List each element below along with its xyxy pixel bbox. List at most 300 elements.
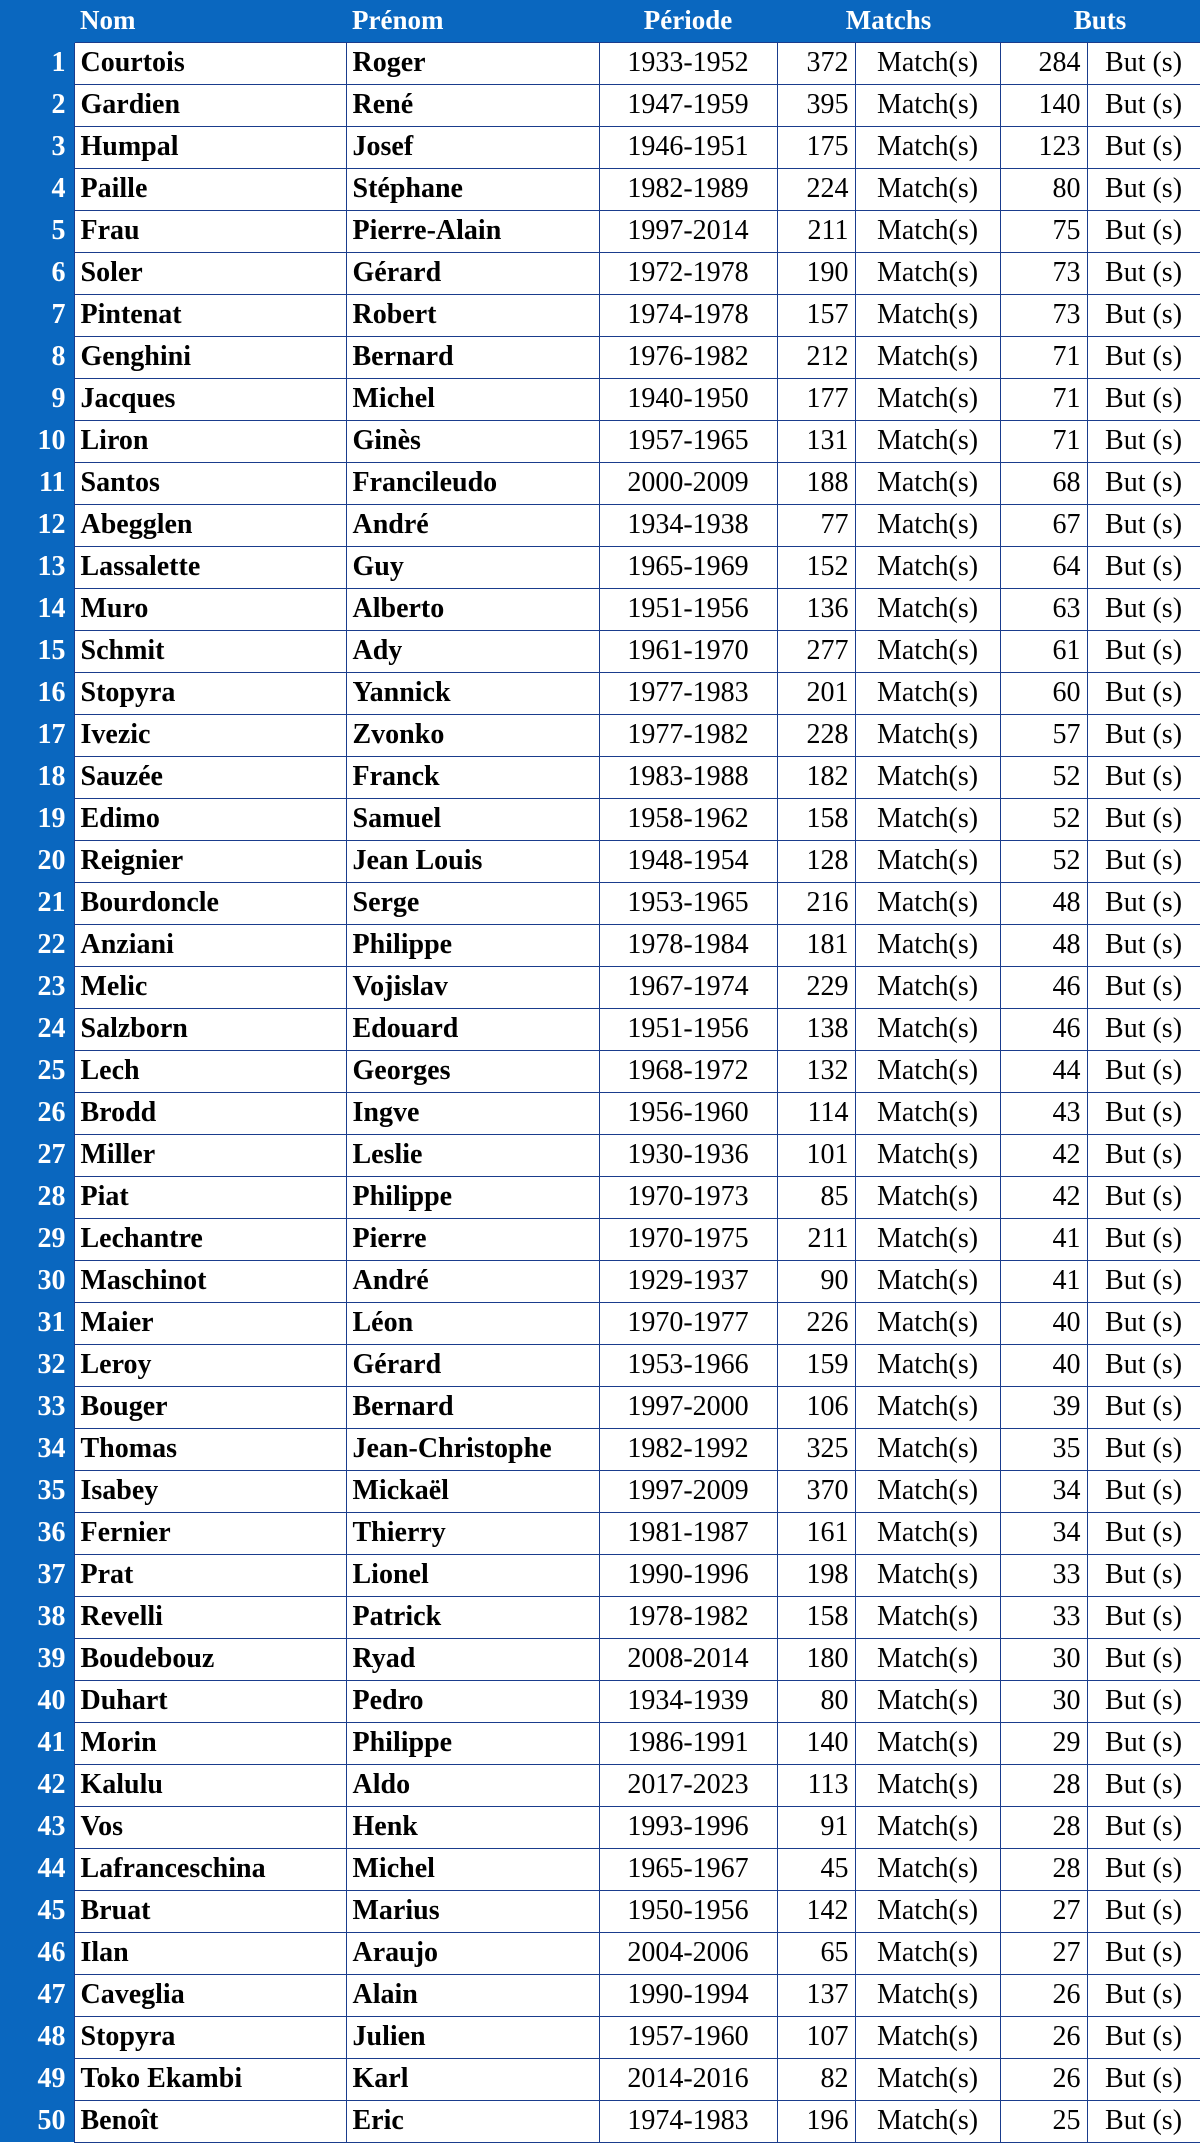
matchs-cell: 136 xyxy=(777,588,855,630)
buts-cell: 52 xyxy=(1000,798,1087,840)
nom-cell: Ilan xyxy=(74,1932,346,1974)
prenom-cell: Lionel xyxy=(346,1554,599,1596)
matchs-label-cell: Match(s) xyxy=(855,714,1000,756)
rank-cell: 26 xyxy=(0,1092,74,1134)
buts-cell: 40 xyxy=(1000,1344,1087,1386)
matchs-cell: 196 xyxy=(777,2100,855,2142)
periode-cell: 2014-2016 xyxy=(599,2058,777,2100)
matchs-cell: 106 xyxy=(777,1386,855,1428)
prenom-cell: Samuel xyxy=(346,798,599,840)
buts-label-cell: But (s) xyxy=(1087,2058,1200,2100)
nom-cell: Courtois xyxy=(74,42,346,84)
prenom-cell: Robert xyxy=(346,294,599,336)
rank-cell: 3 xyxy=(0,126,74,168)
nom-cell: Paille xyxy=(74,168,346,210)
buts-cell: 123 xyxy=(1000,126,1087,168)
rank-cell: 13 xyxy=(0,546,74,588)
header-matchs: Matchs xyxy=(777,0,1000,42)
periode-cell: 2008-2014 xyxy=(599,1638,777,1680)
buts-cell: 75 xyxy=(1000,210,1087,252)
periode-cell: 1951-1956 xyxy=(599,588,777,630)
table-row xyxy=(0,1302,1200,1344)
table-row xyxy=(0,630,1200,672)
matchs-label-cell: Match(s) xyxy=(855,1302,1000,1344)
buts-label-cell: But (s) xyxy=(1087,1848,1200,1890)
prenom-cell: Philippe xyxy=(346,1176,599,1218)
buts-label-cell: But (s) xyxy=(1087,84,1200,126)
nom-cell: Reignier xyxy=(74,840,346,882)
rank-cell: 44 xyxy=(0,1848,74,1890)
matchs-cell: 181 xyxy=(777,924,855,966)
periode-cell: 1929-1937 xyxy=(599,1260,777,1302)
table-row xyxy=(0,1680,1200,1722)
table-row xyxy=(0,1386,1200,1428)
nom-cell: Duhart xyxy=(74,1680,346,1722)
nom-cell: Thomas xyxy=(74,1428,346,1470)
nom-cell: Frau xyxy=(74,210,346,252)
nom-cell: Miller xyxy=(74,1134,346,1176)
rank-cell: 49 xyxy=(0,2058,74,2100)
table-row xyxy=(0,2100,1200,2142)
buts-label-cell: But (s) xyxy=(1087,1218,1200,1260)
prenom-cell: Pierre-Alain xyxy=(346,210,599,252)
rank-cell: 7 xyxy=(0,294,74,336)
table-row xyxy=(0,378,1200,420)
prenom-cell: Alain xyxy=(346,1974,599,2016)
matchs-cell: 212 xyxy=(777,336,855,378)
table-row xyxy=(0,1092,1200,1134)
prenom-cell: Yannick xyxy=(346,672,599,714)
matchs-label-cell: Match(s) xyxy=(855,2100,1000,2142)
nom-cell: Edimo xyxy=(74,798,346,840)
matchs-label-cell: Match(s) xyxy=(855,1218,1000,1260)
nom-cell: Schmit xyxy=(74,630,346,672)
buts-label-cell: But (s) xyxy=(1087,462,1200,504)
nom-cell: Piat xyxy=(74,1176,346,1218)
buts-label-cell: But (s) xyxy=(1087,714,1200,756)
buts-cell: 28 xyxy=(1000,1764,1087,1806)
matchs-cell: 159 xyxy=(777,1344,855,1386)
nom-cell: Sauzée xyxy=(74,756,346,798)
matchs-label-cell: Match(s) xyxy=(855,798,1000,840)
matchs-label-cell: Match(s) xyxy=(855,1764,1000,1806)
nom-cell: Bourdoncle xyxy=(74,882,346,924)
matchs-label-cell: Match(s) xyxy=(855,1260,1000,1302)
table-row xyxy=(0,1344,1200,1386)
buts-label-cell: But (s) xyxy=(1087,1134,1200,1176)
rank-cell: 11 xyxy=(0,462,74,504)
periode-cell: 1947-1959 xyxy=(599,84,777,126)
nom-cell: Santos xyxy=(74,462,346,504)
buts-cell: 63 xyxy=(1000,588,1087,630)
prenom-cell: Philippe xyxy=(346,1722,599,1764)
buts-label-cell: But (s) xyxy=(1087,672,1200,714)
nom-cell: Vos xyxy=(74,1806,346,1848)
table-row xyxy=(0,588,1200,630)
periode-cell: 2004-2006 xyxy=(599,1932,777,1974)
prenom-cell: Zvonko xyxy=(346,714,599,756)
matchs-label-cell: Match(s) xyxy=(855,504,1000,546)
matchs-cell: 65 xyxy=(777,1932,855,1974)
matchs-cell: 177 xyxy=(777,378,855,420)
nom-cell: Morin xyxy=(74,1722,346,1764)
matchs-cell: 201 xyxy=(777,672,855,714)
matchs-cell: 180 xyxy=(777,1638,855,1680)
table-row xyxy=(0,210,1200,252)
matchs-label-cell: Match(s) xyxy=(855,1386,1000,1428)
buts-cell: 41 xyxy=(1000,1260,1087,1302)
rank-cell: 42 xyxy=(0,1764,74,1806)
prenom-cell: Josef xyxy=(346,126,599,168)
prenom-cell: Thierry xyxy=(346,1512,599,1554)
buts-cell: 71 xyxy=(1000,336,1087,378)
table-row xyxy=(0,546,1200,588)
matchs-label-cell: Match(s) xyxy=(855,1974,1000,2016)
matchs-cell: 229 xyxy=(777,966,855,1008)
nom-cell: Bouger xyxy=(74,1386,346,1428)
prenom-cell: Patrick xyxy=(346,1596,599,1638)
rank-cell: 31 xyxy=(0,1302,74,1344)
buts-label-cell: But (s) xyxy=(1087,882,1200,924)
periode-cell: 1930-1936 xyxy=(599,1134,777,1176)
matchs-cell: 107 xyxy=(777,2016,855,2058)
prenom-cell: Jean-Christophe xyxy=(346,1428,599,1470)
matchs-label-cell: Match(s) xyxy=(855,294,1000,336)
buts-label-cell: But (s) xyxy=(1087,1302,1200,1344)
buts-label-cell: But (s) xyxy=(1087,756,1200,798)
table-row xyxy=(0,966,1200,1008)
buts-cell: 26 xyxy=(1000,1974,1087,2016)
rank-cell: 18 xyxy=(0,756,74,798)
periode-cell: 1956-1960 xyxy=(599,1092,777,1134)
matchs-label-cell: Match(s) xyxy=(855,1806,1000,1848)
table-row xyxy=(0,294,1200,336)
nom-cell: Caveglia xyxy=(74,1974,346,2016)
periode-cell: 1982-1992 xyxy=(599,1428,777,1470)
periode-cell: 1950-1956 xyxy=(599,1890,777,1932)
matchs-cell: 157 xyxy=(777,294,855,336)
table-row xyxy=(0,840,1200,882)
buts-label-cell: But (s) xyxy=(1087,168,1200,210)
buts-cell: 30 xyxy=(1000,1638,1087,1680)
periode-cell: 2000-2009 xyxy=(599,462,777,504)
rank-cell: 20 xyxy=(0,840,74,882)
buts-label-cell: But (s) xyxy=(1087,294,1200,336)
matchs-label-cell: Match(s) xyxy=(855,1134,1000,1176)
matchs-cell: 142 xyxy=(777,1890,855,1932)
table-row xyxy=(0,1008,1200,1050)
table-row xyxy=(0,2058,1200,2100)
matchs-cell: 158 xyxy=(777,798,855,840)
table-row xyxy=(0,1974,1200,2016)
matchs-label-cell: Match(s) xyxy=(855,1428,1000,1470)
matchs-label-cell: Match(s) xyxy=(855,1596,1000,1638)
matchs-cell: 82 xyxy=(777,2058,855,2100)
prenom-cell: Georges xyxy=(346,1050,599,1092)
prenom-cell: André xyxy=(346,504,599,546)
matchs-cell: 211 xyxy=(777,210,855,252)
periode-cell: 1961-1970 xyxy=(599,630,777,672)
rank-cell: 34 xyxy=(0,1428,74,1470)
buts-label-cell: But (s) xyxy=(1087,588,1200,630)
matchs-label-cell: Match(s) xyxy=(855,2058,1000,2100)
buts-label-cell: But (s) xyxy=(1087,1050,1200,1092)
buts-label-cell: But (s) xyxy=(1087,504,1200,546)
matchs-label-cell: Match(s) xyxy=(855,420,1000,462)
nom-cell: Leroy xyxy=(74,1344,346,1386)
rank-cell: 40 xyxy=(0,1680,74,1722)
table-row xyxy=(0,1596,1200,1638)
table-row xyxy=(0,462,1200,504)
buts-label-cell: But (s) xyxy=(1087,1890,1200,1932)
buts-label-cell: But (s) xyxy=(1087,1176,1200,1218)
prenom-cell: Ady xyxy=(346,630,599,672)
buts-label-cell: But (s) xyxy=(1087,1008,1200,1050)
rank-cell: 36 xyxy=(0,1512,74,1554)
periode-cell: 1970-1977 xyxy=(599,1302,777,1344)
buts-cell: 64 xyxy=(1000,546,1087,588)
nom-cell: Muro xyxy=(74,588,346,630)
nom-cell: Liron xyxy=(74,420,346,462)
matchs-label-cell: Match(s) xyxy=(855,924,1000,966)
rank-cell: 29 xyxy=(0,1218,74,1260)
buts-label-cell: But (s) xyxy=(1087,2100,1200,2142)
prenom-cell: Alberto xyxy=(346,588,599,630)
matchs-cell: 114 xyxy=(777,1092,855,1134)
buts-cell: 40 xyxy=(1000,1302,1087,1344)
matchs-label-cell: Match(s) xyxy=(855,252,1000,294)
prenom-cell: Leslie xyxy=(346,1134,599,1176)
prenom-cell: Bernard xyxy=(346,1386,599,1428)
nom-cell: Toko Ekambi xyxy=(74,2058,346,2100)
matchs-label-cell: Match(s) xyxy=(855,1848,1000,1890)
table-row xyxy=(0,1890,1200,1932)
nom-cell: Lassalette xyxy=(74,546,346,588)
matchs-cell: 152 xyxy=(777,546,855,588)
table-row xyxy=(0,1260,1200,1302)
buts-label-cell: But (s) xyxy=(1087,546,1200,588)
buts-label-cell: But (s) xyxy=(1087,1428,1200,1470)
nom-cell: Anziani xyxy=(74,924,346,966)
matchs-cell: 91 xyxy=(777,1806,855,1848)
table-row xyxy=(0,1134,1200,1176)
prenom-cell: Ryad xyxy=(346,1638,599,1680)
buts-cell: 67 xyxy=(1000,504,1087,546)
buts-label-cell: But (s) xyxy=(1087,210,1200,252)
periode-cell: 1958-1962 xyxy=(599,798,777,840)
table-row xyxy=(0,42,1200,84)
matchs-cell: 277 xyxy=(777,630,855,672)
table-row xyxy=(0,924,1200,966)
nom-cell: Boudebouz xyxy=(74,1638,346,1680)
periode-cell: 1993-1996 xyxy=(599,1806,777,1848)
nom-cell: Bruat xyxy=(74,1890,346,1932)
prenom-cell: Stéphane xyxy=(346,168,599,210)
prenom-cell: Ingve xyxy=(346,1092,599,1134)
buts-label-cell: But (s) xyxy=(1087,798,1200,840)
buts-cell: 140 xyxy=(1000,84,1087,126)
periode-cell: 1986-1991 xyxy=(599,1722,777,1764)
matchs-label-cell: Match(s) xyxy=(855,1008,1000,1050)
matchs-label-cell: Match(s) xyxy=(855,1890,1000,1932)
matchs-cell: 140 xyxy=(777,1722,855,1764)
matchs-cell: 188 xyxy=(777,462,855,504)
buts-cell: 284 xyxy=(1000,42,1087,84)
table-row xyxy=(0,336,1200,378)
periode-cell: 1997-2014 xyxy=(599,210,777,252)
matchs-cell: 370 xyxy=(777,1470,855,1512)
prenom-cell: Serge xyxy=(346,882,599,924)
matchs-cell: 182 xyxy=(777,756,855,798)
periode-cell: 1970-1975 xyxy=(599,1218,777,1260)
buts-cell: 46 xyxy=(1000,966,1087,1008)
nom-cell: Pintenat xyxy=(74,294,346,336)
header-buts: Buts xyxy=(1000,0,1200,42)
rank-cell: 6 xyxy=(0,252,74,294)
buts-label-cell: But (s) xyxy=(1087,1806,1200,1848)
buts-cell: 61 xyxy=(1000,630,1087,672)
nom-cell: Revelli xyxy=(74,1596,346,1638)
rank-cell: 45 xyxy=(0,1890,74,1932)
buts-cell: 25 xyxy=(1000,2100,1087,2142)
buts-label-cell: But (s) xyxy=(1087,336,1200,378)
matchs-cell: 77 xyxy=(777,504,855,546)
matchs-cell: 198 xyxy=(777,1554,855,1596)
periode-cell: 1970-1973 xyxy=(599,1176,777,1218)
matchs-cell: 128 xyxy=(777,840,855,882)
periode-cell: 1965-1969 xyxy=(599,546,777,588)
prenom-cell: Henk xyxy=(346,1806,599,1848)
table-row xyxy=(0,2016,1200,2058)
nom-cell: Gardien xyxy=(74,84,346,126)
periode-cell: 1990-1994 xyxy=(599,1974,777,2016)
nom-cell: Brodd xyxy=(74,1092,346,1134)
buts-cell: 71 xyxy=(1000,378,1087,420)
matchs-cell: 138 xyxy=(777,1008,855,1050)
nom-cell: Maier xyxy=(74,1302,346,1344)
periode-cell: 1933-1952 xyxy=(599,42,777,84)
buts-label-cell: But (s) xyxy=(1087,1680,1200,1722)
matchs-cell: 80 xyxy=(777,1680,855,1722)
prenom-cell: Roger xyxy=(346,42,599,84)
rank-cell: 25 xyxy=(0,1050,74,1092)
rank-cell: 24 xyxy=(0,1008,74,1050)
rank-cell: 35 xyxy=(0,1470,74,1512)
prenom-cell: Philippe xyxy=(346,924,599,966)
matchs-cell: 175 xyxy=(777,126,855,168)
rank-cell: 15 xyxy=(0,630,74,672)
buts-cell: 27 xyxy=(1000,1890,1087,1932)
matchs-cell: 224 xyxy=(777,168,855,210)
buts-label-cell: But (s) xyxy=(1087,1386,1200,1428)
buts-cell: 28 xyxy=(1000,1806,1087,1848)
nom-cell: Stopyra xyxy=(74,2016,346,2058)
rank-cell: 12 xyxy=(0,504,74,546)
matchs-label-cell: Match(s) xyxy=(855,378,1000,420)
buts-label-cell: But (s) xyxy=(1087,1092,1200,1134)
rank-cell: 10 xyxy=(0,420,74,462)
rank-cell: 5 xyxy=(0,210,74,252)
rank-cell: 2 xyxy=(0,84,74,126)
buts-cell: 33 xyxy=(1000,1596,1087,1638)
prenom-cell: Araujo xyxy=(346,1932,599,1974)
buts-cell: 30 xyxy=(1000,1680,1087,1722)
nom-cell: Ivezic xyxy=(74,714,346,756)
matchs-label-cell: Match(s) xyxy=(855,210,1000,252)
matchs-label-cell: Match(s) xyxy=(855,840,1000,882)
rank-cell: 32 xyxy=(0,1344,74,1386)
matchs-label-cell: Match(s) xyxy=(855,42,1000,84)
buts-label-cell: But (s) xyxy=(1087,1764,1200,1806)
buts-cell: 27 xyxy=(1000,1932,1087,1974)
prenom-cell: Julien xyxy=(346,2016,599,2058)
prenom-cell: Gérard xyxy=(346,252,599,294)
matchs-label-cell: Match(s) xyxy=(855,84,1000,126)
table-row xyxy=(0,1176,1200,1218)
matchs-label-cell: Match(s) xyxy=(855,168,1000,210)
rank-cell: 37 xyxy=(0,1554,74,1596)
table-row xyxy=(0,1428,1200,1470)
periode-cell: 1953-1965 xyxy=(599,882,777,924)
nom-cell: Prat xyxy=(74,1554,346,1596)
nom-cell: Kalulu xyxy=(74,1764,346,1806)
matchs-cell: 137 xyxy=(777,1974,855,2016)
rank-cell: 19 xyxy=(0,798,74,840)
buts-label-cell: But (s) xyxy=(1087,1260,1200,1302)
nom-cell: Genghini xyxy=(74,336,346,378)
prenom-cell: Franck xyxy=(346,756,599,798)
periode-cell: 1990-1996 xyxy=(599,1554,777,1596)
matchs-cell: 131 xyxy=(777,420,855,462)
matchs-cell: 90 xyxy=(777,1260,855,1302)
table-header xyxy=(0,0,1200,42)
matchs-label-cell: Match(s) xyxy=(855,336,1000,378)
matchs-label-cell: Match(s) xyxy=(855,1932,1000,1974)
nom-cell: Maschinot xyxy=(74,1260,346,1302)
rank-cell: 39 xyxy=(0,1638,74,1680)
table-row xyxy=(0,252,1200,294)
buts-cell: 26 xyxy=(1000,2058,1087,2100)
prenom-cell: Aldo xyxy=(346,1764,599,1806)
rank-cell: 21 xyxy=(0,882,74,924)
matchs-cell: 216 xyxy=(777,882,855,924)
table-row xyxy=(0,1722,1200,1764)
matchs-cell: 325 xyxy=(777,1428,855,1470)
buts-cell: 73 xyxy=(1000,252,1087,294)
buts-label-cell: But (s) xyxy=(1087,966,1200,1008)
buts-label-cell: But (s) xyxy=(1087,42,1200,84)
table-body xyxy=(0,42,1200,2142)
prenom-cell: Karl xyxy=(346,2058,599,2100)
nom-cell: Melic xyxy=(74,966,346,1008)
periode-cell: 1948-1954 xyxy=(599,840,777,882)
matchs-label-cell: Match(s) xyxy=(855,882,1000,924)
matchs-label-cell: Match(s) xyxy=(855,2016,1000,2058)
header-periode: Période xyxy=(599,0,777,42)
prenom-cell: Eric xyxy=(346,2100,599,2142)
matchs-cell: 395 xyxy=(777,84,855,126)
rank-cell: 17 xyxy=(0,714,74,756)
table-row xyxy=(0,714,1200,756)
buts-label-cell: But (s) xyxy=(1087,1470,1200,1512)
buts-cell: 26 xyxy=(1000,2016,1087,2058)
periode-cell: 1983-1988 xyxy=(599,756,777,798)
buts-label-cell: But (s) xyxy=(1087,1554,1200,1596)
buts-cell: 73 xyxy=(1000,294,1087,336)
nom-cell: Isabey xyxy=(74,1470,346,1512)
buts-label-cell: But (s) xyxy=(1087,1932,1200,1974)
rank-cell: 50 xyxy=(0,2100,74,2142)
